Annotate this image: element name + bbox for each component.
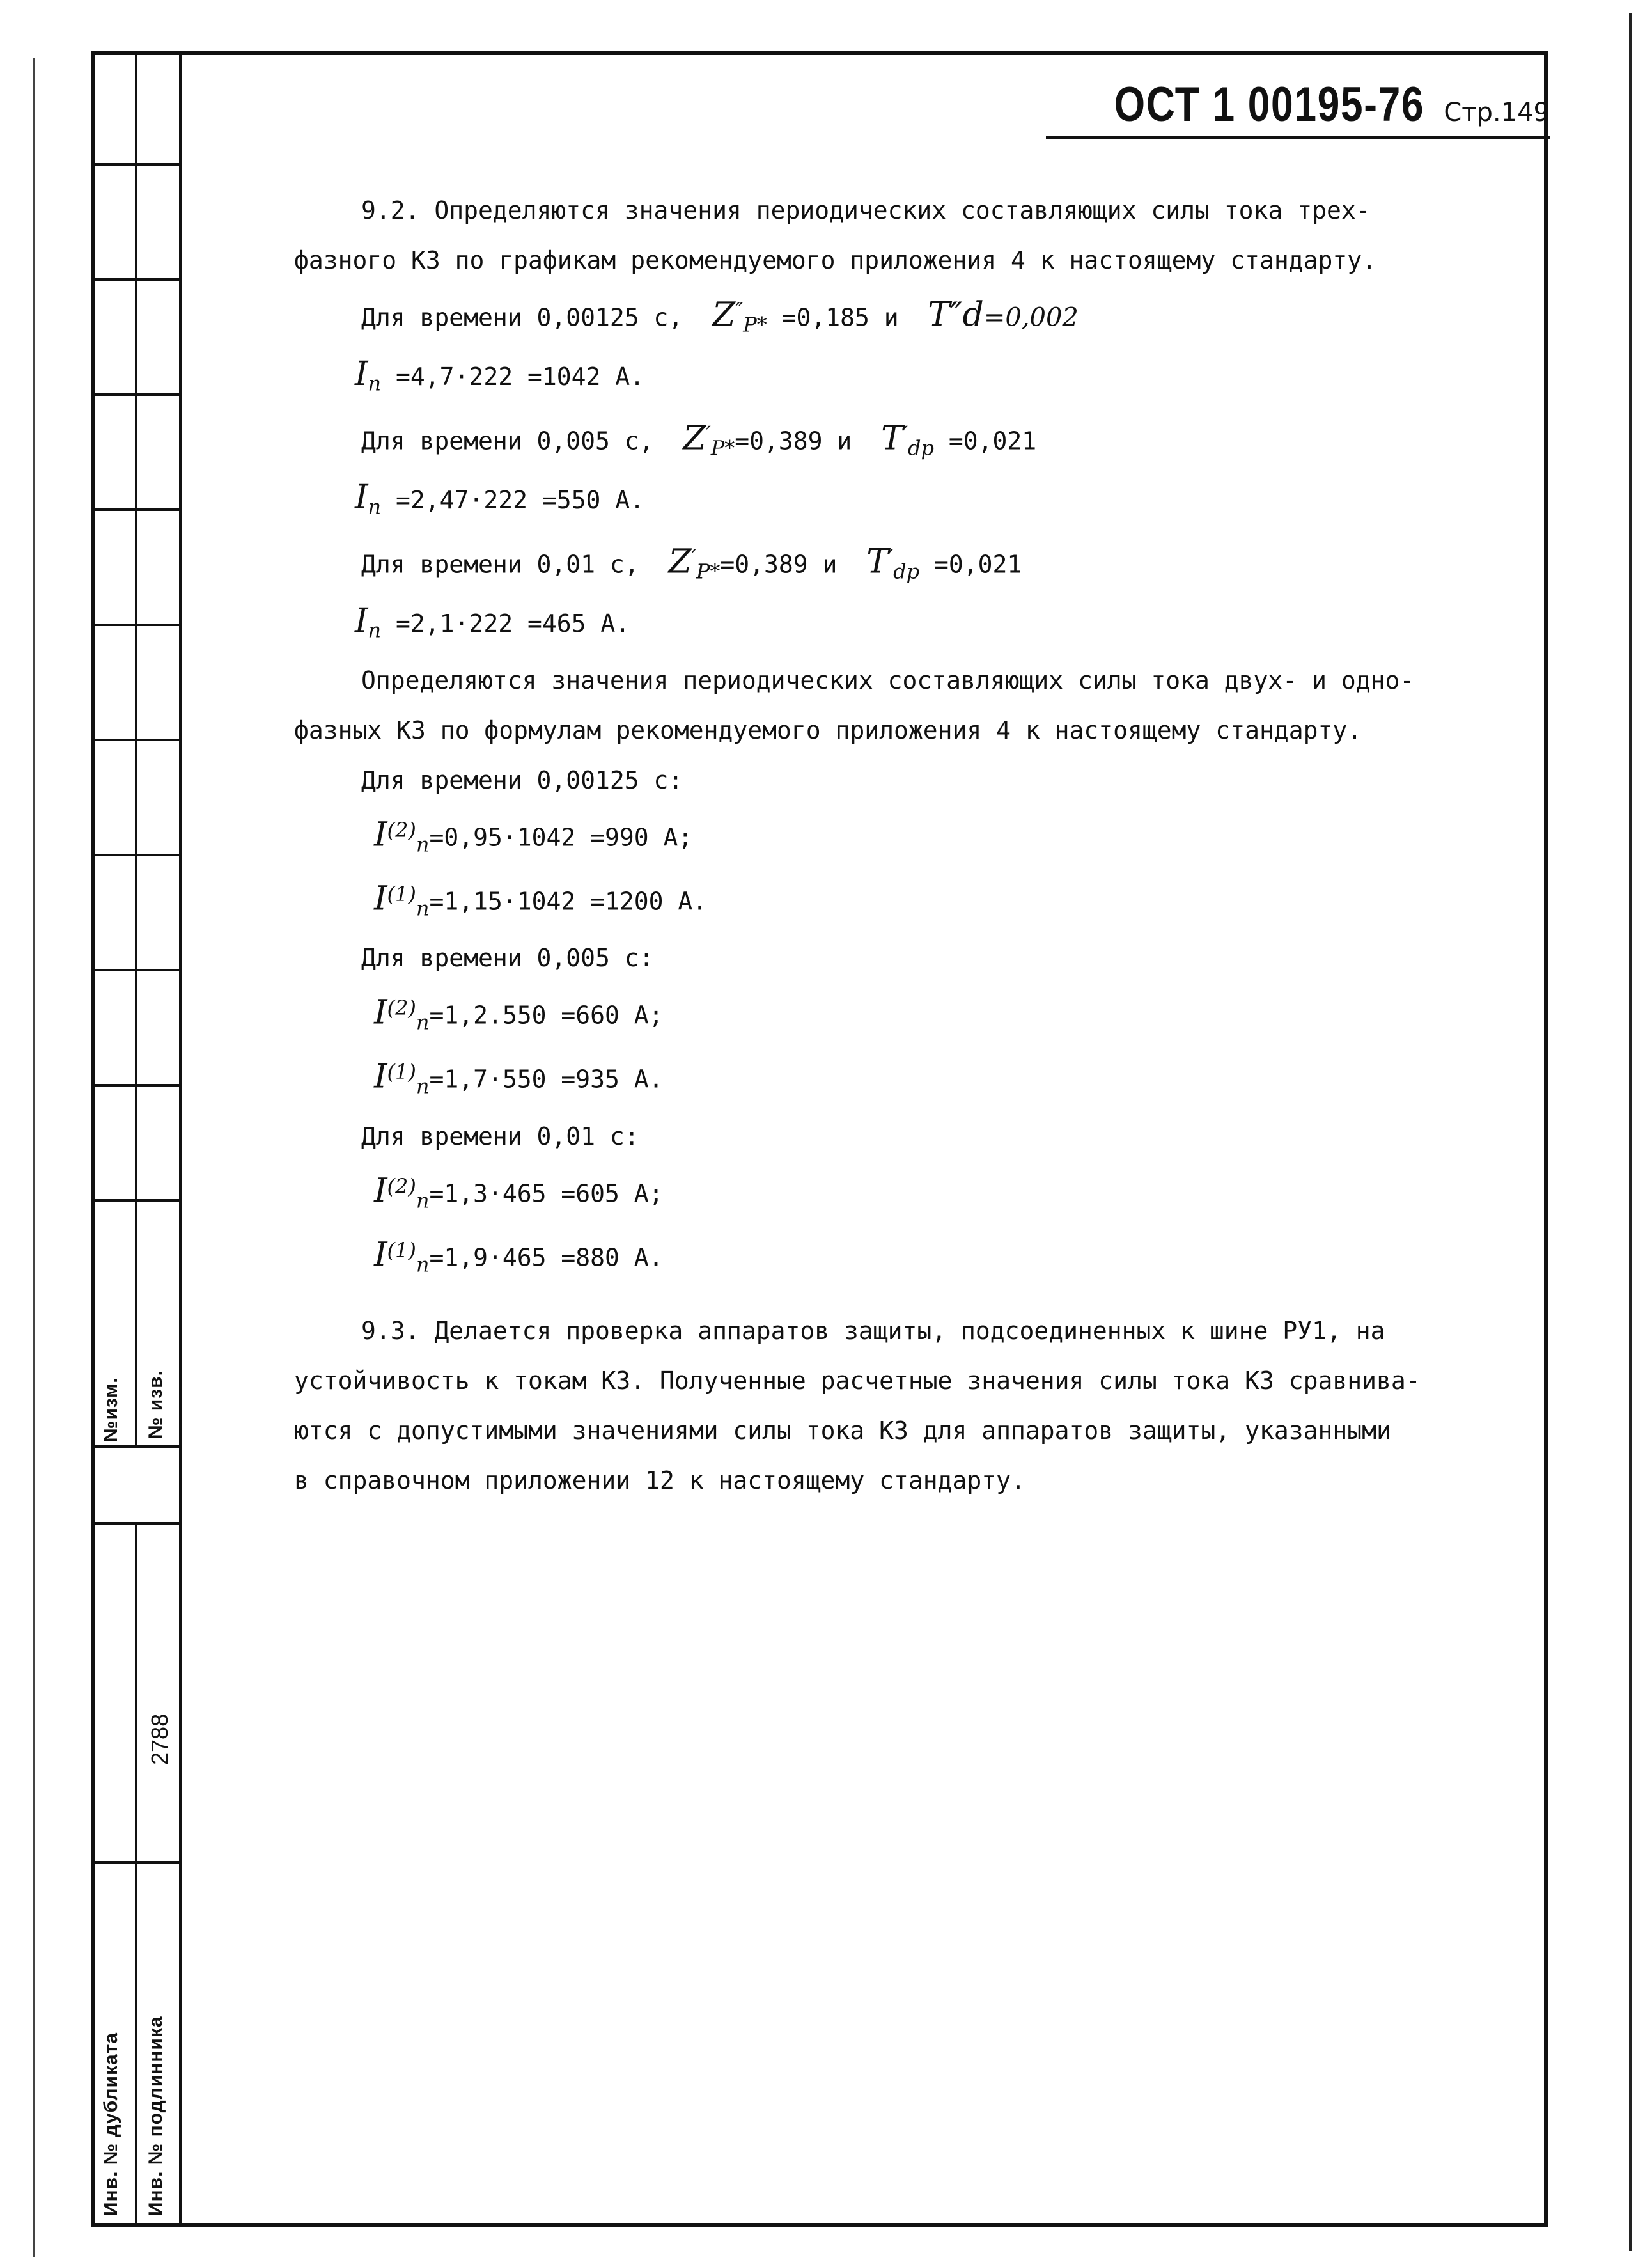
current-symbol: I [355,601,368,640]
current-symbol: I [355,478,368,517]
current-value: =4,7·222 =1042 А. [396,363,644,391]
symbol-subscript: п [416,1010,430,1035]
time-constant-value: =0,021 [948,427,1037,455]
document-code: ОСТ 1 00195-76 [1114,77,1425,132]
page-edge-right [1629,13,1632,2251]
symbol-subscript: dp [908,436,934,460]
page-edge-left [33,58,35,2257]
sidebar-column-divider-bottom [135,1522,137,2227]
time-case-label: Для времени 0,005 с, [361,427,654,455]
symbol-superscript: ′ [706,421,711,446]
time-constant-value: =0,021 [934,550,1022,579]
time-case-2 [294,409,1483,473]
time-case-3 [294,532,1483,596]
sidebar-row-divider [91,854,179,856]
current-value: =1,15·1042 =1200 А. [429,887,708,916]
symbol-subscript: P* [696,558,721,583]
symbol-superscript: ′ [888,544,894,569]
sidebar-label-notice-no: № изв. [145,1370,166,1439]
current-formula [294,983,1483,1047]
sidebar-label-original-inv: Инв. № подлинника [145,2016,166,2216]
symbol-subscript: п [368,371,382,396]
symbol-subscript: P* [710,436,735,460]
sidebar-row-divider [91,508,179,511]
current-formula [294,596,1483,655]
paragraph-two-phase-line: фазных КЗ по формулам рекомендуемого приложения 4 к настоящему стандарту. [294,716,1362,744]
paragraph-9-3-line: в справочном приложении 12 к настоящему стандарту. [294,1466,1025,1495]
document-body [294,185,1483,1505]
time-constant-symbol: T [866,542,889,581]
sidebar-row-divider [91,1522,179,1525]
current-value: =1,7·550 =935 А. [429,1065,664,1094]
current-formula [294,869,1483,933]
sidebar-row-divider [91,1199,179,1202]
impedance-symbol: Z [712,295,736,334]
symbol-superscript: ″ [735,298,744,322]
current-formula [294,805,1483,869]
symbol-superscript: ′ [903,421,908,446]
current-symbol: I [374,1172,387,1211]
current-formula [294,1161,1483,1225]
symbol-subscript: п [416,1188,430,1212]
paragraph-9-2-line: фазного КЗ по графикам рекомендуемого приложения 4 к настоящему стандарту. [294,246,1376,274]
symbol-subscript: п [416,1074,430,1099]
sidebar-label-duplicate-inv: Инв. № дубликата [100,2032,121,2216]
phase-superscript: (1) [387,1237,416,1262]
impedance-symbol: Z [683,419,706,458]
sidebar-row-divider [91,278,179,281]
sidebar-row-divider [91,739,179,741]
impedance-value: =0,389 и [720,550,838,579]
phase-superscript: (1) [387,881,416,906]
time-case-1 [294,285,1483,349]
sidebar-column-divider [135,51,137,1445]
phase-superscript: (2) [387,1173,416,1198]
page-number: Стр.149 [1444,98,1550,127]
current-formula [294,349,1483,409]
phase-superscript: (2) [387,996,416,1021]
time-case-label: Для времени 0,00125 с, [361,303,683,332]
sidebar-row-divider [91,163,179,166]
current-formula [294,1047,1483,1111]
symbol-subscript: п [416,831,430,856]
current-symbol: I [374,1057,387,1096]
current-formula [294,473,1483,532]
sidebar-row-divider [91,969,179,971]
current-symbol: I [374,815,387,854]
symbol-subscript: п [416,1252,430,1277]
sidebar-stamp [91,51,182,2227]
paragraph-gap [294,1289,1483,1306]
current-value: =1,3·465 =605 А; [429,1179,664,1208]
symbol-subscript: dp [893,558,920,583]
sidebar-original-inv-value: 2788 [146,1713,173,1765]
sidebar-row-divider [91,624,179,626]
symbol-subscript: п [368,494,382,519]
time-constant-symbol: T [881,419,903,458]
sidebar-row-divider [91,1445,179,1448]
phase-superscript: (2) [387,817,416,842]
sidebar-row-divider [91,1084,179,1087]
current-symbol: I [374,1236,387,1275]
impedance-value: =0,185 и [781,303,899,332]
time-case-label: Для времени 0,01 с, [361,550,639,579]
symbol-subscript: п [368,618,382,643]
sidebar-label-change-no: №изм. [100,1377,121,1442]
current-value: =0,95·1042 =990 А; [429,823,693,852]
current-value: =1,2.550 =660 А; [429,1001,664,1030]
symbol-subscript: P* [743,312,767,337]
time-case-label: Для времени 0,005 с: [361,944,654,973]
current-symbol: I [355,355,368,394]
symbol-subscript: п [416,896,430,921]
sidebar-row-divider [91,1861,179,1864]
current-value: =2,1·222 =465 А. [396,609,630,638]
paragraph-9-2-line: 9.2. Определяются значения периодических составляющих силы тока трех- [361,196,1371,224]
time-case-label: Для времени 0,01 с: [361,1122,639,1150]
current-formula [294,1225,1483,1289]
current-symbol: I [374,879,387,918]
time-constant-symbol: T″d [928,295,984,334]
current-value: =1,9·465 =880 А. [429,1243,664,1272]
current-symbol: I [374,993,387,1032]
phase-superscript: (1) [387,1060,416,1085]
time-constant-value: =0,002 [983,302,1079,333]
time-case-label: Для времени 0,00125 с: [361,765,683,794]
paragraph-9-3-line: 9.3. Делается проверка аппаратов защиты, подсоединенных к шине РУ1, на [361,1317,1385,1346]
impedance-value: =0,389 и [735,427,852,455]
paragraph-9-3-line: устойчивость к токам КЗ. Полученные расчетные значения силы тока КЗ сравнива- [294,1367,1421,1395]
sidebar-row-divider [91,393,179,396]
paragraph-9-3-line: ются с допустимыми значениями силы тока КЗ для аппаратов защиты, указанными [294,1416,1391,1445]
symbol-superscript: ′ [691,544,696,569]
page-header [1046,77,1550,139]
current-value: =2,47·222 =550 А. [396,486,644,515]
paragraph-two-phase-line: Определяются значения периодических составляющих силы тока двух- и одно- [361,666,1415,694]
impedance-symbol: Z [668,542,692,581]
